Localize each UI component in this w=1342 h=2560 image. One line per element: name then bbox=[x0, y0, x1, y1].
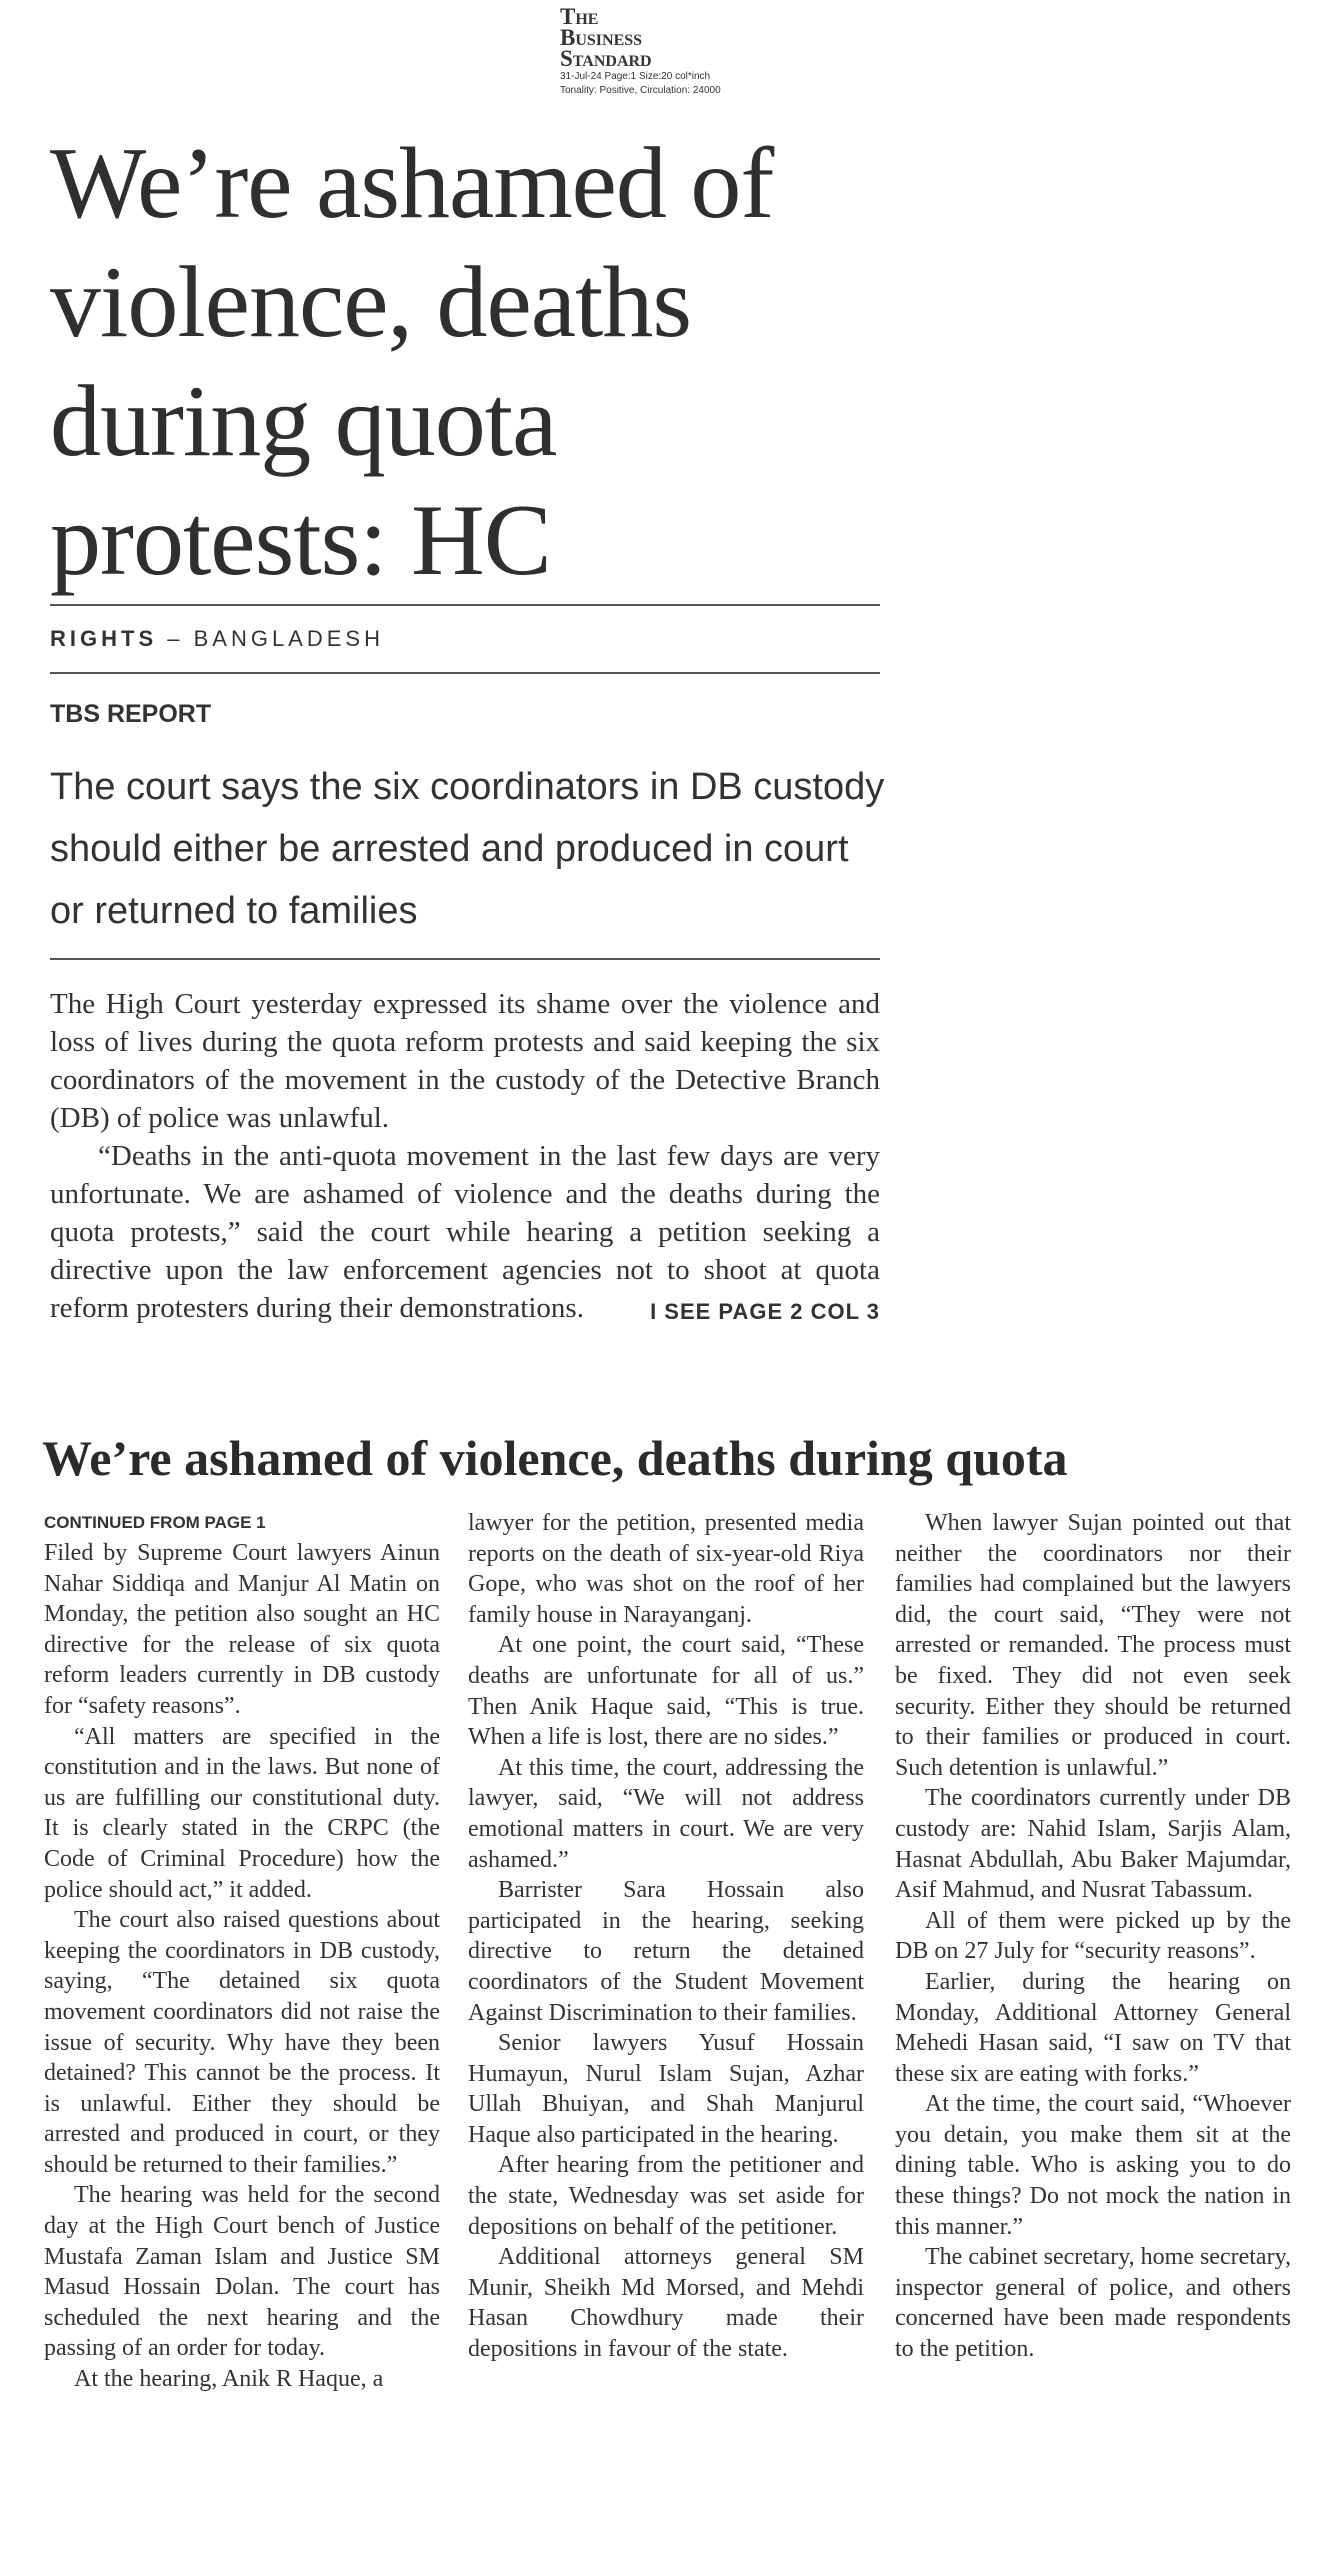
column-paragraph: The court also raised questions about keeping the coordinators in DB custody, saying, “The detained six quota movement coordinators did not raise the issue of security. Why have they been detained? This cannot be the process. It is unlawful. Either they should be arrested and produced in court, or they should be returned to their families.” bbox=[44, 1907, 440, 2178]
continued-label: CONTINUED FROM PAGE 1 bbox=[44, 1513, 266, 1532]
column-paragraph: When lawyer Sujan pointed out that neither the coordinators nor their families had complained but the lawyers did, the court said, “They were not arrested or remanded. The process must be fixed. They did not even seek security. Either they should be returned to their families or produced in court. Such detention is unlawful.” bbox=[895, 1510, 1291, 1781]
column-paragraph: The coordinators currently under DB custody are: Nahid Islam, Sarjis Alam, Hasnat Abdullah, Abu Baker Majumdar, Asif Mahmud, and Nusrat Tabassum. bbox=[895, 1785, 1291, 1904]
column-paragraph: “All matters are specified in the constitution and in the laws. But none of us are fulfilling our constitutional duty. It is clearly stated in the CRPC (the Code of Criminal Procedure) how the police should act,” it added. bbox=[44, 1723, 440, 1903]
byline: TBS REPORT bbox=[50, 700, 212, 728]
divider-rule bbox=[50, 958, 880, 960]
masthead-line-1: The bbox=[560, 4, 599, 29]
see-page-reference: I SEE PAGE 2 COL 3 bbox=[650, 1299, 880, 1324]
column-paragraph: The cabinet secretary, home secretary, inspector general of police, and others concerned have been made respondents to the petition. bbox=[895, 2244, 1292, 2363]
column-paragraph: At one point, the court said, “These deaths are unfortunate for all of us.” Then Anik Haque said, “This is true. When a life is lost, there are no sides.” bbox=[468, 1632, 864, 1751]
clipping-meta-size: 31-Jul-24 Page:1 Size:20 col*inch bbox=[560, 71, 711, 82]
kicker-subsection: BANGLADESH bbox=[193, 626, 384, 651]
kicker-separator: – bbox=[157, 626, 194, 651]
column-paragraph: All of them were picked up by the DB on 27 July for “security reasons”. bbox=[895, 1907, 1291, 1965]
main-headline: We’re ashamed of violence, deaths during quota protests: HC bbox=[50, 127, 774, 597]
divider-rule bbox=[50, 672, 880, 674]
column-paragraph: After hearing from the petitioner and the state, Wednesday was set aside for depositions on behalf of the petitioner. bbox=[468, 2152, 864, 2240]
column-paragraph: Earlier, during the hearing on Monday, Additional Attorney General Mehedi Hasan said, “I saw on TV that these six are eating with forks.” bbox=[895, 1968, 1291, 2087]
column-paragraph: lawyer for the petition, presented media reports on the death of six-year-old Riya Gope, who was shot on the roof of her family house in Narayanganj. bbox=[468, 1510, 864, 1628]
article-column-2 bbox=[468, 1508, 864, 2365]
masthead-line-3: Standard bbox=[560, 46, 652, 71]
column-paragraph: Filed by Supreme Court lawyers Ainun Nahar Siddiqa and Manjur Al Matin on Monday, the petition also sought an HC directive for the release of six quota reform leaders currently in DB custody for “safety reasons”. bbox=[44, 1540, 440, 1719]
column-paragraph: Additional attorneys general SM Munir, Sheikh Md Morsed, and Mehdi Hasan Chowdhury made their depositions in favour of the state. bbox=[468, 2244, 864, 2363]
continuation-headline: We’re ashamed of violence, deaths during quota bbox=[42, 1430, 1068, 1486]
section-kicker bbox=[50, 626, 384, 652]
masthead-line-2: Business bbox=[560, 25, 643, 50]
column-paragraph: At the time, the court said, “Whoever you detain, you make them sit at the dining table. Who is asking you to do these things? Do not mock the nation in this manner.” bbox=[895, 2091, 1291, 2240]
column-paragraph: Senior lawyers Yusuf Hossain Humayun, Nurul Islam Sujan, Azhar Ullah Bhuiyan, and Shah Manjurul Haque also participated in the hearing. bbox=[468, 2030, 864, 2148]
column-paragraph: At this time, the court, addressing the lawyer, said, “We will not address emotional matters in court. We are very ashamed.” bbox=[468, 1754, 864, 1873]
story-body bbox=[50, 985, 880, 1331]
column-paragraph: At the hearing, Anik R Haque, a bbox=[74, 2366, 384, 2393]
story-paragraph-text: “Deaths in the anti-quota movement in the last few days are very unfortunate. We are ashamed of violence and the deaths during the quota protests,” said the court while hearing a petition seeking a directive upon the law enforcement agencies not to shoot at quota reform protesters during their demonstrations. bbox=[50, 1140, 880, 1324]
column-paragraph: Barrister Sara Hossain also participated in the hearing, seeking directive to return the detained coordinators of the Student Movement Against Discrimination to their families. bbox=[468, 1877, 864, 2026]
story-deck: The court says the six coordinators in DB custody should either be arrested and produced in court or returned to families bbox=[50, 766, 885, 932]
article-column-1 bbox=[44, 1508, 440, 2395]
article-column-3 bbox=[895, 1508, 1291, 2365]
story-paragraph: The High Court yesterday expressed its shame over the violence and loss of lives during the quota reform protests and said keeping the six coordinators of the movement in the custody of the Detective Branch (DB) of police was unlawful. bbox=[50, 988, 880, 1134]
story-paragraph bbox=[50, 1137, 880, 1327]
column-paragraph: The hearing was held for the second day at the High Court bench of Justice Mustafa Zaman Islam and Justice SM Masud Hossain Dolan. The court has scheduled the next hearing and the passing of an order for today. bbox=[44, 2182, 440, 2362]
kicker-section: RIGHTS bbox=[50, 626, 158, 651]
divider-rule bbox=[50, 604, 880, 606]
clipping-meta-tonality: Tonality: Positive, Circulation: 24000 bbox=[560, 85, 721, 96]
newspaper-masthead bbox=[560, 6, 810, 97]
